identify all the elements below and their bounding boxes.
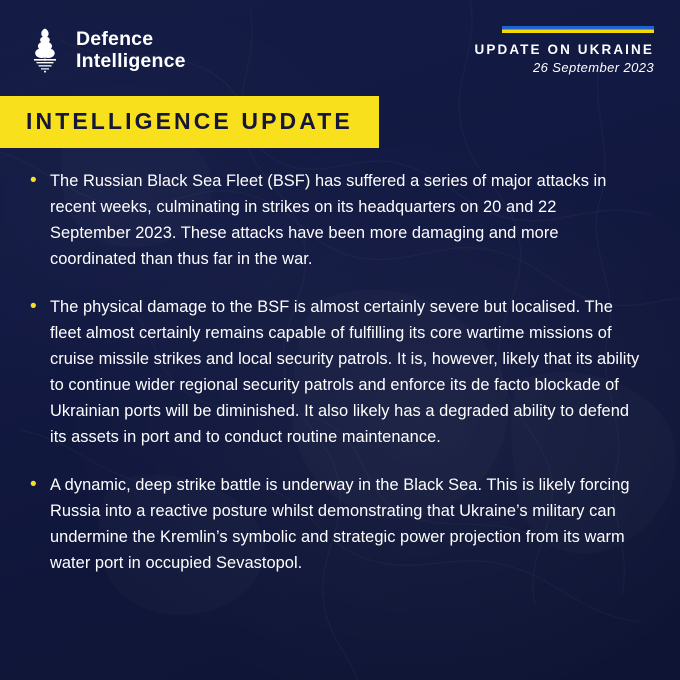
royal-crest-icon — [26, 27, 64, 73]
list-item — [30, 168, 640, 272]
list-item — [30, 294, 640, 450]
bullet-text: The physical damage to the BSF is almost certainly severe but localised. The fleet almost certainly remains capable of fulfilling its core wartime missions of cruise missile strikes and local security patrols. It is, however, likely that its ability to continue wider regional security patrols and enforce its de facto blockade of Ukrainian ports will be diminished. It also likely has a degraded ability to defend its assets in port and to conduct routine maintenance. — [50, 298, 640, 446]
update-meta — [475, 26, 654, 75]
ukraine-flag-bar — [502, 26, 654, 33]
header — [0, 22, 680, 78]
list-item — [30, 472, 640, 576]
update-date: 26 September 2023 — [533, 59, 654, 75]
bullet-text: A dynamic, deep strike battle is underway in the Black Sea. This is likely forcing Russia into a reactive posture whilst demonstrating that Ukraine’s military can undermine the Kremlin’s symbolic and strategic power projection from its warm water port in occupied Sevastopol. — [50, 476, 630, 572]
organisation-line-2: Intelligence — [76, 50, 186, 72]
intelligence-update-banner — [0, 96, 379, 148]
bullet-text: The Russian Black Sea Fleet (BSF) has suffered a series of major attacks in recent weeks, culminating in strikes on its headquarters on 20 and 22 September 2023. These attacks have been more damaging and more coordinated than thus far in the war. — [50, 172, 607, 268]
bullet-icon: • — [30, 474, 37, 495]
brand — [26, 27, 186, 73]
organisation-line-1: Defence — [76, 27, 154, 50]
bullet-icon: • — [30, 170, 37, 191]
bullet-icon: • — [30, 296, 37, 317]
bullet-list — [30, 168, 640, 598]
update-title: UPDATE ON UKRAINE — [474, 41, 654, 57]
banner-label: INTELLIGENCE UPDATE — [26, 108, 353, 134]
organisation-name — [76, 28, 186, 73]
